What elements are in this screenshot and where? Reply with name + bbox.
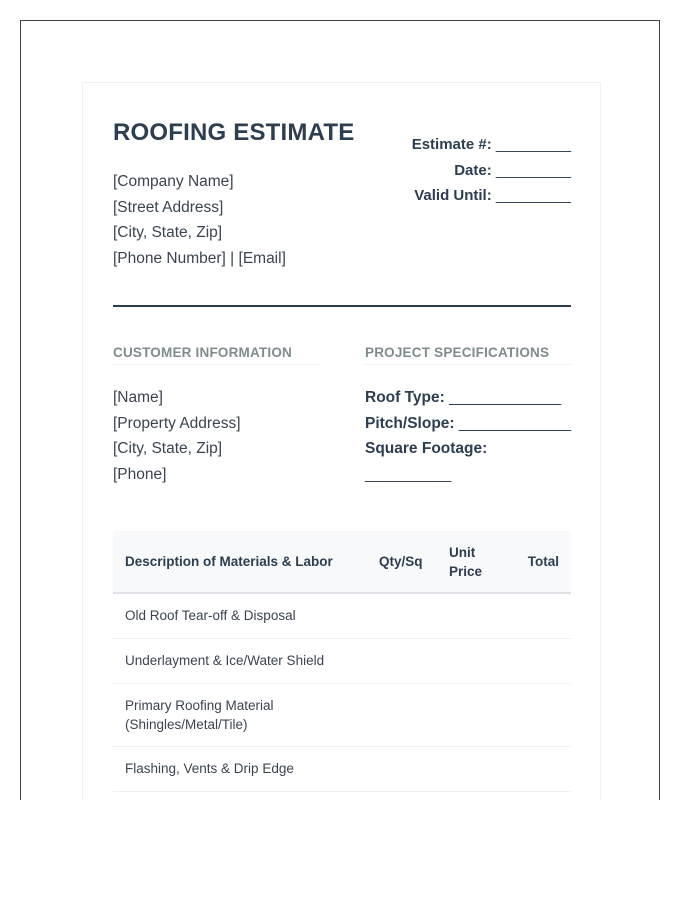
unit-price-header-line2: Price xyxy=(449,563,483,579)
estimate-date-field: _________ xyxy=(495,161,571,179)
estimate-number-row xyxy=(412,132,571,158)
square-footage-field: __________ xyxy=(365,465,452,483)
project-details xyxy=(365,385,571,487)
company-street: [Street Address] xyxy=(113,198,224,216)
row-qty xyxy=(367,639,437,684)
row-unit-price xyxy=(437,639,505,684)
roof-type-label: Roof Type: xyxy=(365,389,445,406)
table-row xyxy=(113,684,571,747)
customer-property-address: [Property Address] xyxy=(113,414,241,432)
roof-type-row xyxy=(365,385,571,411)
row-unit-price xyxy=(437,684,505,747)
table-row xyxy=(113,639,571,684)
row-qty xyxy=(367,593,437,639)
estimate-number-field: _________ xyxy=(495,136,571,153)
estimate-date-row xyxy=(412,158,571,184)
estimate-sheet xyxy=(82,82,601,800)
pitch-slope-row xyxy=(365,411,571,437)
company-name: [Company Name] xyxy=(113,173,234,190)
pitch-slope-field: _____________ xyxy=(458,414,571,432)
estimate-meta xyxy=(412,132,571,209)
column-header-qty: Qty/Sq xyxy=(367,531,437,593)
table-row xyxy=(113,593,571,639)
document-frame xyxy=(20,20,660,800)
project-section xyxy=(365,345,571,487)
header-divider xyxy=(113,305,571,307)
customer-name: [Name] xyxy=(113,389,163,406)
company-info xyxy=(113,169,286,271)
customer-phone: [Phone] xyxy=(113,465,167,483)
square-footage-row xyxy=(365,436,571,462)
valid-until-field: _________ xyxy=(495,187,571,204)
row-qty xyxy=(367,684,437,747)
column-header-total: Total xyxy=(505,531,571,593)
estimate-date-label: Date: xyxy=(454,161,492,179)
valid-until-label: Valid Until: xyxy=(414,187,492,204)
row-qty xyxy=(367,747,437,792)
company-city-state-zip: [City, State, Zip] xyxy=(113,224,223,241)
estimate-number-label: Estimate #: xyxy=(411,136,492,153)
row-unit-price xyxy=(437,747,505,792)
line-items-table xyxy=(113,531,571,792)
row-description xyxy=(113,684,367,747)
project-heading: PROJECT SPECIFICATIONS xyxy=(365,345,571,365)
company-contact: [Phone Number] | [Email] xyxy=(113,249,286,267)
customer-city-state-zip: [City, State, Zip] xyxy=(113,440,223,457)
table-header-row xyxy=(113,531,571,593)
row-description: Flashing, Vents & Drip Edge xyxy=(113,747,367,792)
row-total xyxy=(505,747,571,792)
valid-until-row xyxy=(412,183,571,209)
customer-details xyxy=(113,385,320,487)
pitch-slope-label: Pitch/Slope: xyxy=(365,414,455,432)
row-total xyxy=(505,593,571,639)
column-header-description: Description of Materials & Labor xyxy=(113,531,367,593)
row-description-line1: Primary Roofing Material xyxy=(125,698,274,713)
table-row xyxy=(113,747,571,792)
roof-type-field: _____________ xyxy=(449,389,562,406)
row-description: Old Roof Tear-off & Disposal xyxy=(113,593,367,639)
document-title: ROOFING ESTIMATE xyxy=(113,119,355,146)
customer-section xyxy=(113,345,320,487)
row-description: Underlayment & Ice/Water Shield xyxy=(113,639,367,684)
unit-price-header-line1: Unit xyxy=(449,544,476,560)
row-unit-price xyxy=(437,593,505,639)
row-description-line2: (Shingles/Metal/Tile) xyxy=(125,717,248,732)
row-total xyxy=(505,684,571,747)
row-total xyxy=(505,639,571,684)
customer-heading: CUSTOMER INFORMATION xyxy=(113,345,320,365)
square-footage-label: Square Footage: xyxy=(365,440,488,457)
column-header-unit-price xyxy=(437,531,505,593)
